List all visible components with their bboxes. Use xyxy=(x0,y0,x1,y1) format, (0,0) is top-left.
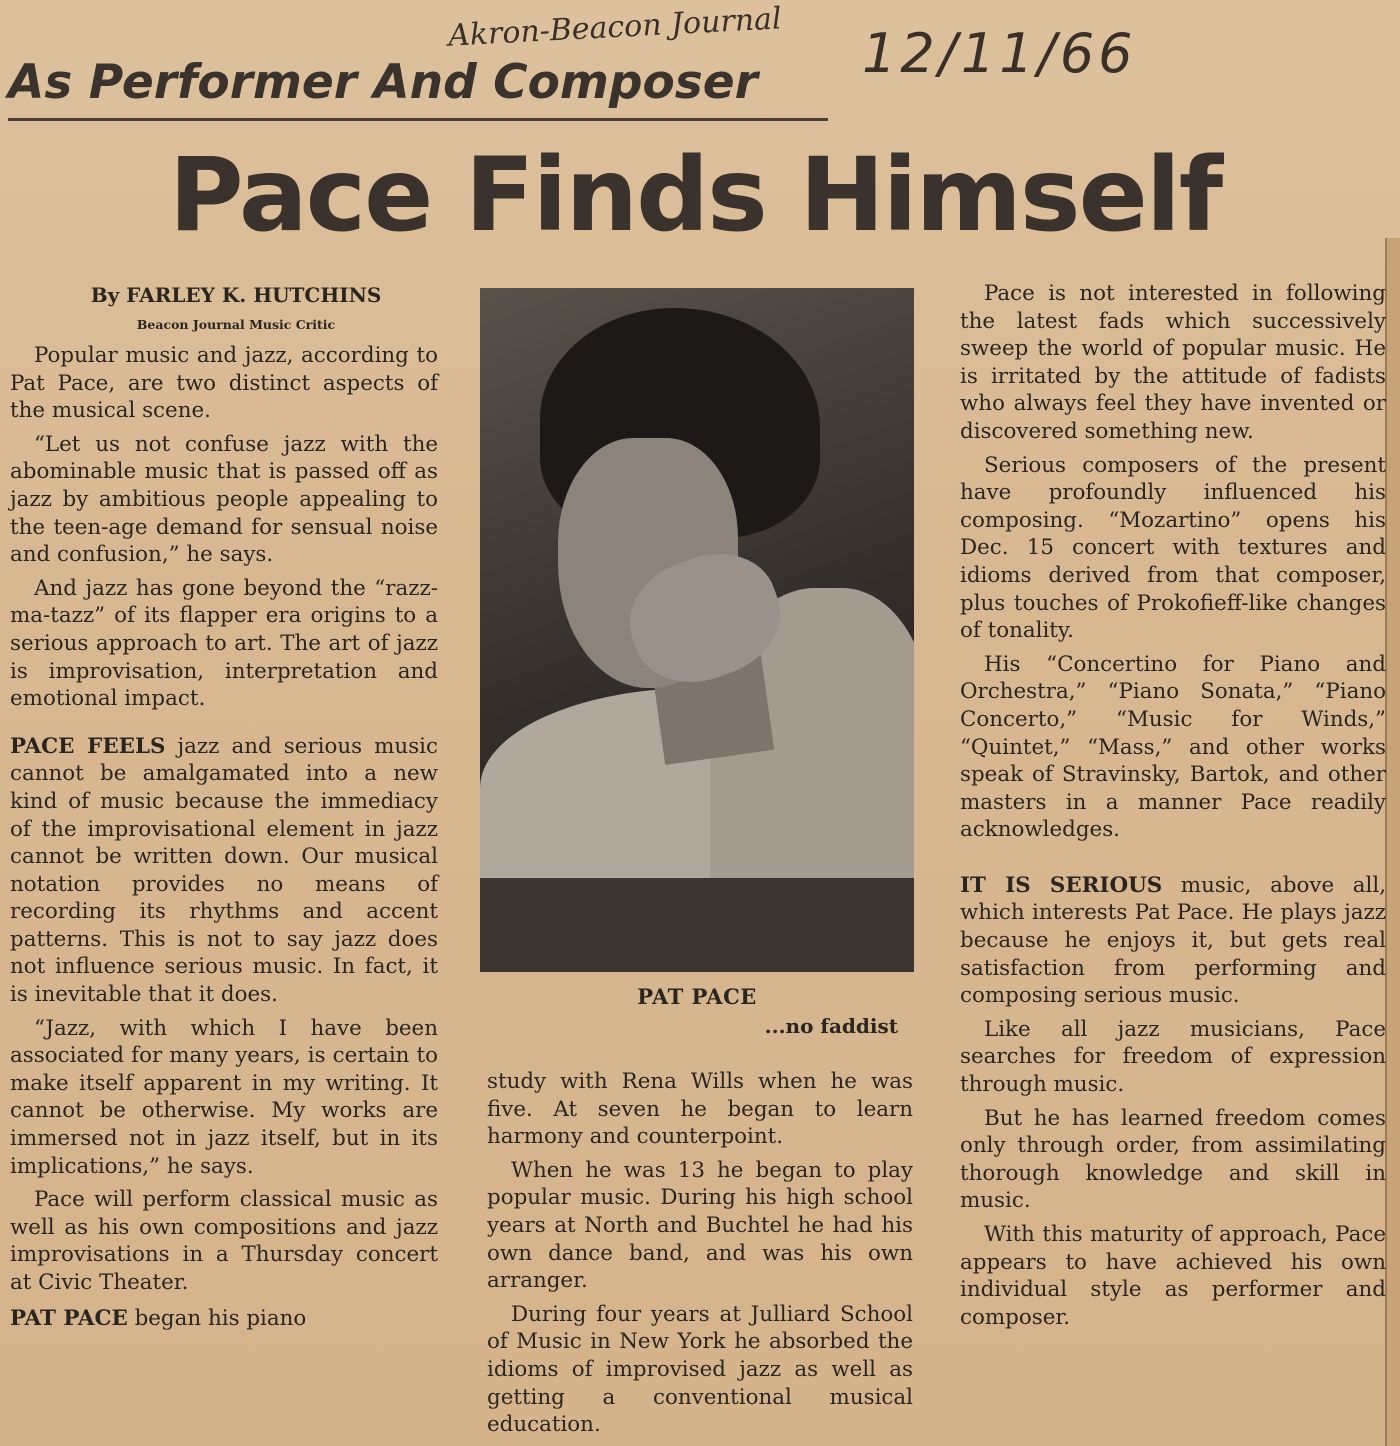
handwritten-source-note: Akron-Beacon Journal xyxy=(447,1,783,54)
paragraph-text: began his piano xyxy=(127,1305,307,1331)
subhead-lead: PAT PACE xyxy=(10,1305,128,1331)
handwritten-date: 12/11/66 xyxy=(862,22,1137,85)
main-headline: Pace Finds Himself xyxy=(168,136,1222,255)
byline-credit: Beacon Journal Music Critic xyxy=(136,317,336,332)
paragraph: Like all jazz musicians, Pace searches for freedom of expression through music. xyxy=(960,1016,1386,1098)
paragraph: With this maturity of approach, Pace appears to have achieved his own individual style as performer and composer. xyxy=(960,1222,1386,1330)
paragraph: Pace will perform classical music as well as his own compositions and jazz improvisations in a Thursday concert at Civic Theater. xyxy=(10,1187,438,1295)
photo-caption-name: PAT PACE xyxy=(637,984,757,1009)
subhead-lead: IT IS SERIOUS xyxy=(960,872,1163,898)
photo-caption-subtitle: ...no faddist xyxy=(764,1014,898,1038)
paragraph: When he was 13 he began to play popular music. During his high school years at North and Buchtel he had his own dance band, and was his own arranger. xyxy=(487,1157,913,1294)
byline: By FARLEY K. HUTCHINS xyxy=(90,283,382,307)
paragraph-text: music, above all, which interests Pat Pace. He plays jazz because he enjoys it, but gets real satisfaction from performing and composing serious music. xyxy=(960,872,1387,1009)
paragraph: Pace is not interested in following the latest fads which successively sweep the world of popular music. He is irritated by the attitude of fadists who always feel they have invented or discovered something new. xyxy=(960,281,1386,444)
article-column-2 xyxy=(487,1068,913,1445)
paper-edge-fold xyxy=(1385,238,1400,1446)
paragraph: “Let us not confuse jazz with the abominable music that is passed off as jazz by ambitious people appealing to the teen-age demand for sensual noise and confusion,” he says. xyxy=(10,431,438,568)
paragraph: His “Concertino for Piano and Orchestra,” “Piano Sonata,” “Piano Concerto,” “Music for Winds,” “Quintet,” “Mass,” and other works speak of Stravinsky, Bartok, and other masters in a manner Pace readily acknowledges. xyxy=(960,651,1386,843)
paragraph xyxy=(10,1305,438,1333)
paragraph xyxy=(10,733,438,1009)
article-column-3 xyxy=(960,280,1386,1337)
paragraph: During four years at Julliard School of Music in New York he absorbed the idioms of improvised jazz as well as getting a conventional musical education. xyxy=(487,1301,913,1438)
paragraph: Serious composers of the present have profoundly influenced his composing. “Mozartino” opens his Dec. 15 concert with textures and idioms derived from that composer, plus touches of Prokofieff-like changes of tonality. xyxy=(960,452,1386,644)
paragraph-text: jazz and serious music cannot be amalgamated into a new kind of music because the immediacy of the improvisational element in jazz cannot be written down. Our musical notation provides no means of recording its rhythms and accent patterns. This is not to say jazz does not influence serious music. In fact, it is inevitable that it does. xyxy=(10,733,438,1008)
paragraph: Popular music and jazz, according to Pat Pace, are two distinct aspects of the musical scene. xyxy=(10,343,438,424)
paragraph: But he has learned freedom comes only through order, from assimilating thorough knowledge and skill in music. xyxy=(960,1105,1386,1214)
kicker-rule xyxy=(8,118,828,121)
paragraph xyxy=(960,872,1386,1010)
subhead-lead: PACE FEELS xyxy=(10,733,166,759)
article-column-1 xyxy=(10,282,438,1338)
portrait-photo xyxy=(480,288,914,972)
paragraph: “Jazz, with which I have been associated for many years, is certain to make itself apparent in my writing. It cannot be otherwise. My works are immersed not in jazz itself, but in its implications,” he says. xyxy=(10,1015,438,1179)
kicker-headline: As Performer And Composer xyxy=(8,55,758,110)
paragraph: And jazz has gone beyond the “razz-ma-tazz” of its flapper era origins to a serious approach to art. The art of jazz is improvisation, interpretation and emotional impact. xyxy=(10,575,438,712)
paragraph: study with Rena Wills when he was five. At seven he began to learn harmony and counterpoint. xyxy=(487,1069,913,1150)
